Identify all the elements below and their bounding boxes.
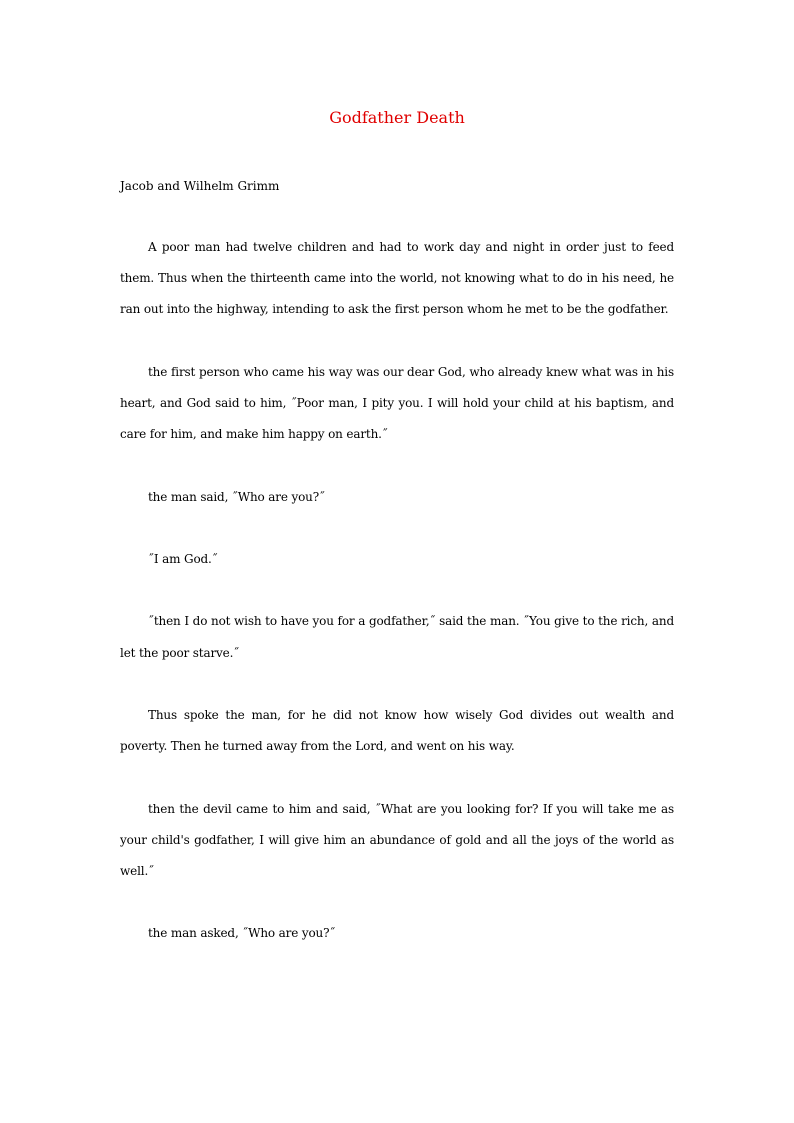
- paragraph: Thus spoke the man, for he did not know how wisely God divides out wealth and poverty. Then he turned away from the Lord, and went on his way.: [120, 707, 674, 754]
- paragraph: ˝then I do not wish to have you for a godfather,˝ said the man. ˝You give to the rich, and let the poor starve.˝: [120, 614, 674, 660]
- document-body: [120, 232, 674, 981]
- document-author: Jacob and Wilhelm Grimm: [120, 179, 280, 193]
- paragraph: A poor man had twelve children and had to work day and night in order just to feed them. Thus when the thirteenth came into the world, not knowing what to do in his need, he ran out into the highway, intending to ask the first person whom he met to be the godfather.: [120, 240, 674, 317]
- paragraph: then the devil came to him and said, ˝What are you looking for? If you will take me as your child's godfather, I will give him an abundance of gold and all the joys of the world as well.˝: [120, 801, 674, 878]
- paragraph: the man said, ˝Who are you?˝: [148, 489, 325, 504]
- paragraph: the first person who came his way was our dear God, who already knew what was in his heart, and God said to him, ˝Poor man, I pity you. I will hold your child at his baptism, and care for him, and make him happy on earth.˝: [120, 364, 674, 442]
- paragraph: ˝I am God.˝: [148, 551, 218, 566]
- document-title: Godfather Death: [329, 108, 465, 127]
- paragraph: the man asked, ˝Who are you?˝: [148, 926, 336, 941]
